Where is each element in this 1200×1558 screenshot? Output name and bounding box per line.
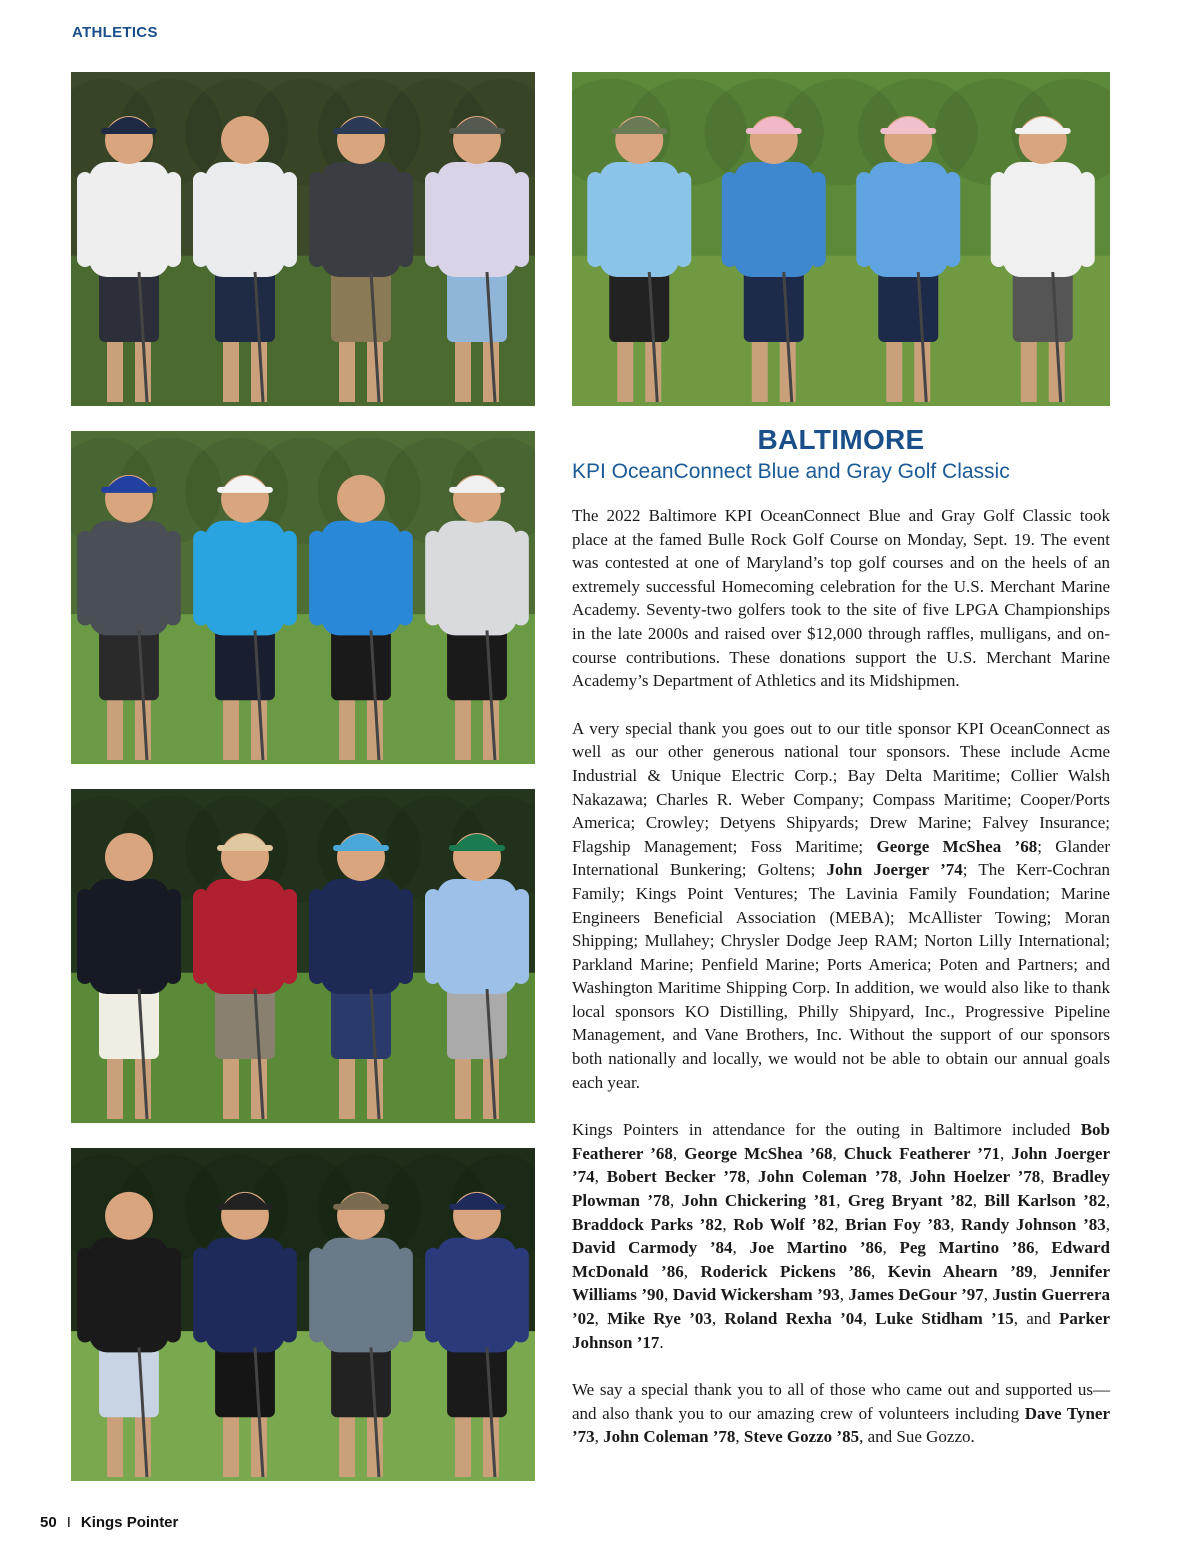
photo-golfers-group-5 — [71, 1148, 535, 1481]
footer-separator: I — [66, 1514, 71, 1531]
bold-name: David Carmody ’84 — [572, 1238, 733, 1258]
subheadline: KPI OceanConnect Blue and Gray Golf Classic — [572, 460, 1010, 483]
bold-name: Bobert Becker ’78 — [606, 1167, 746, 1187]
bold-name: Dave Tyner ’73 — [572, 1403, 1110, 1447]
photo-golfers-group-1 — [71, 72, 535, 406]
bold-name: Greg Bryant ’82 — [847, 1191, 973, 1211]
bold-name: Kevin Ahearn ’89 — [887, 1261, 1033, 1281]
paragraph-attendees: Kings Pointers in attendance for the outing in Baltimore included Bob Featherer ’68, George McShea ’68, Chuck Featherer ’71, John Joerger ’74, Bobert Becker ’78, John Coleman ’78, John Hoelzer ’78, Bradley Plowman ’78, John Chickering ’81, Greg Bryant ’82, Bill Karlson ’82, Braddock Parks ’82, Rob Wolf ’82, Brian Foy ’83, Randy Johnson ’83, David Carmody ’84, Joe Martino ’86, Peg Martino ’86, Edward McDonald ’86, Roderick Pickens ’86, Kevin Ahearn ’89, Jennifer Williams ’90, David Wickersham ’93, James DeGour ’97, Justin Guerrera ’02, Mike Rye ’03, Roland Rexha ’04, Luke Stidham ’15, and Parker Johnson ’17. — [572, 1120, 1111, 1352]
article — [572, 424, 1110, 1473]
photo-golfers-group-3 — [71, 431, 535, 764]
bold-name: John Joerger ’74 — [572, 1143, 1110, 1187]
bold-name: James DeGour ’97 — [848, 1285, 984, 1305]
photo-golfers-group-2 — [572, 72, 1110, 406]
bold-name: John Hoelzer ’78 — [909, 1167, 1041, 1187]
photo-illustration — [71, 72, 535, 406]
bold-name: Rob Wolf ’82 — [733, 1214, 835, 1234]
publication-name: Kings Pointer — [80, 1514, 179, 1531]
bold-name: Parker Johnson ’17 — [572, 1309, 1111, 1352]
photo-illustration — [71, 1148, 535, 1481]
section-label: ATHLETICS — [72, 24, 158, 41]
bold-name: Luke Stidham ’15 — [875, 1309, 1014, 1328]
bold-name: George McShea ’68 — [684, 1143, 833, 1163]
page-footer — [40, 1514, 178, 1531]
bold-name: Joe Martino ’86 — [749, 1238, 883, 1258]
bold-name: Bob Featherer ’68 — [572, 1120, 1110, 1163]
bold-name: John Coleman ’78 — [758, 1167, 898, 1187]
page-number: 50 — [40, 1514, 57, 1531]
bold-name: John Coleman ’78 — [603, 1427, 736, 1447]
bold-name: David Wickersham ’93 — [672, 1285, 840, 1305]
bold-name: Brian Foy ’83 — [845, 1214, 951, 1234]
bold-name: Peg Martino ’86 — [899, 1238, 1035, 1258]
bold-name: Bill Karlson ’82 — [984, 1191, 1106, 1211]
photo-golfers-group-4 — [71, 789, 535, 1123]
bold-name: Chuck Featherer ’71 — [843, 1143, 1000, 1163]
photo-illustration — [71, 431, 535, 764]
bold-name: Jennifer Williams ’90 — [572, 1261, 1110, 1305]
headline: BALTIMORE — [757, 424, 925, 455]
photo-illustration — [572, 72, 1110, 406]
bold-name: Braddock Parks ’82 — [572, 1214, 723, 1234]
bold-name: Edward McDonald ’86 — [572, 1238, 1110, 1281]
bold-name: John Joerger ’74 — [826, 860, 963, 880]
bold-name: Roland Rexha ’04 — [724, 1309, 863, 1328]
bold-name: Bradley Plowman ’78 — [572, 1167, 1111, 1211]
bold-name: Steve Gozzo ’85 — [743, 1427, 860, 1447]
paragraph-sponsors: A very special thank you goes out to our title sponsor KPI OceanConnect as well as our other generous national tour sponsors. These include Acme Industrial & Unique Electric Corp.; Bay Delta Maritime; Collier Walsh Nakazawa; Charles R. Weber Company; Compass Maritime; Cooper/Ports America; Crowley; Detyens Shipyards; Drew Marine; Falvey Insurance; Flagship Management; Foss Maritime; George McShea ’68; Glander International Bunkering; Goltens; John Joerger ’74; The Kerr-Cochran Family; Kings Point Ventures; The Lavinia Family Foundation; Marine Engineers Beneficial Association (MEBA); McAllister Towing; Moran Shipping; Mullahey; Chrysler Dodge Jeep RAM; Norton Lilly International; Parkland Marine; Penfield Marine; Ports America; Poten and Partners; and Washington Maritime Shipping Corp. In addition, we would also like to thank local sponsors KO Distilling, Philly Shipyard, Inc., Progressive Pipeline Management, and Vane Brothers, Inc. Without the support of our sponsors both nationally and locally, we would not be able to obtain our annual goals each year. — [572, 718, 1111, 1092]
paragraph-event-summary: The 2022 Baltimore KPI OceanConnect Blue and Gray Golf Classic took place at the famed Bulle Rock Golf Course on Monday, Sept. 19. The event was contested at one of Maryland’s top golf courses and on the heels of an extremely successful Homecoming celebration for the U.S. Merchant Marine Academy. Seventy-two golfers took to the site of five LPGA Championships in the late 2000s and raised over $12,000 through raffles, mulligans, and on-course contributions. These donations support the U.S. Merchant Marine Academy’s Department of Athletics and its Midshipmen. — [572, 506, 1110, 691]
bold-name: John Chickering ’81 — [681, 1191, 837, 1211]
photo-illustration — [71, 789, 535, 1123]
bold-name: George McShea ’68 — [876, 836, 1038, 856]
bold-name: Justin Guerrera ’02 — [572, 1285, 1111, 1328]
bold-name: Roderick Pickens ’86 — [700, 1261, 871, 1281]
paragraph-thanks: We say a special thank you to all of those who came out and supported us—and also thank you to our amazing crew of volunteers including Dave Tyner ’73, John Coleman ’78, Steve Gozzo ’85, and Sue Gozzo. — [572, 1380, 1110, 1447]
bold-name: Randy Johnson ’83 — [961, 1214, 1106, 1234]
bold-name: Mike Rye ’03 — [607, 1309, 712, 1328]
